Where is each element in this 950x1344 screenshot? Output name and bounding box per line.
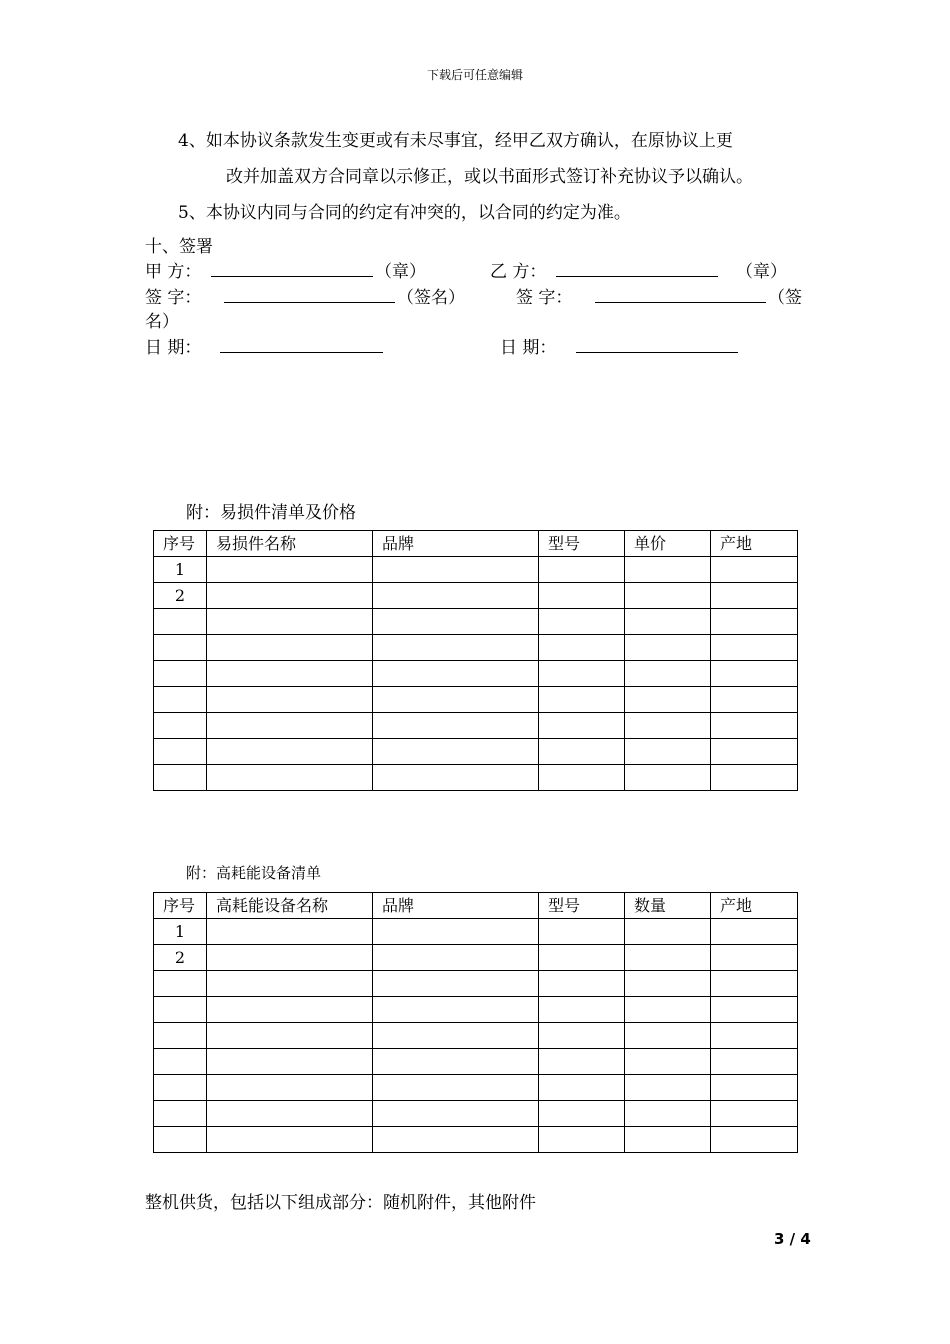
table-cell[interactable] xyxy=(625,713,711,739)
table-cell[interactable] xyxy=(539,661,625,687)
table-row xyxy=(154,583,798,609)
table-cell[interactable] xyxy=(373,713,539,739)
table-row xyxy=(154,1023,798,1049)
table-cell[interactable] xyxy=(373,997,539,1023)
table-cell[interactable] xyxy=(373,945,539,971)
wear-parts-table xyxy=(153,530,798,791)
table-cell[interactable] xyxy=(373,919,539,945)
clause-4-line-1: 4、如本协议条款发生变更或有未尽事宜，经甲乙双方确认，在原协议上更 xyxy=(178,131,733,151)
table-cell[interactable] xyxy=(373,739,539,765)
table-cell[interactable] xyxy=(625,765,711,791)
sign-b-blank[interactable] xyxy=(595,284,766,303)
table-cell[interactable] xyxy=(539,1023,625,1049)
table-cell[interactable] xyxy=(539,557,625,583)
table-cell[interactable] xyxy=(625,609,711,635)
page-header: 下载后可任意编辑 xyxy=(426,68,523,82)
table-cell[interactable] xyxy=(539,713,625,739)
party-a-blank[interactable] xyxy=(211,258,373,277)
high-energy-title: 附：高耗能设备清单 xyxy=(186,864,322,882)
table-cell[interactable] xyxy=(625,919,711,945)
table-cell[interactable] xyxy=(711,609,798,635)
table-cell[interactable] xyxy=(207,1049,373,1075)
date-a-blank[interactable] xyxy=(220,334,383,353)
table-row xyxy=(154,997,798,1023)
high-energy-table xyxy=(153,892,798,1153)
table-cell[interactable] xyxy=(207,945,373,971)
row-index-cell xyxy=(154,1049,207,1075)
table-cell[interactable] xyxy=(373,635,539,661)
table-cell[interactable] xyxy=(539,971,625,997)
table-row xyxy=(154,687,798,713)
table-cell[interactable] xyxy=(539,583,625,609)
table-row xyxy=(154,765,798,791)
sign-b-suffix-wrap: 名） xyxy=(145,312,179,332)
table-cell[interactable] xyxy=(539,765,625,791)
table-cell[interactable] xyxy=(207,661,373,687)
table-cell[interactable] xyxy=(207,997,373,1023)
table-cell[interactable] xyxy=(625,739,711,765)
table-header-row xyxy=(154,531,798,557)
table-cell[interactable] xyxy=(711,1023,798,1049)
table-cell[interactable] xyxy=(625,661,711,687)
table-row xyxy=(154,1075,798,1101)
row-index-cell xyxy=(154,635,207,661)
table-cell[interactable] xyxy=(711,1049,798,1075)
signature-heading: 十、签署 xyxy=(145,237,213,257)
table-row xyxy=(154,739,798,765)
table-cell[interactable] xyxy=(711,945,798,971)
table-cell[interactable] xyxy=(625,557,711,583)
party-b-seal-suffix: （章） xyxy=(736,262,787,282)
table-cell[interactable] xyxy=(539,1049,625,1075)
table-cell[interactable] xyxy=(539,919,625,945)
table-cell[interactable] xyxy=(711,1127,798,1153)
table-row xyxy=(154,919,798,945)
table-cell[interactable] xyxy=(207,919,373,945)
row-index-cell: 1 xyxy=(154,919,207,945)
table-cell[interactable] xyxy=(711,713,798,739)
header-cell-model: 型号 xyxy=(539,531,625,557)
table-cell[interactable] xyxy=(373,1023,539,1049)
date-b-blank[interactable] xyxy=(576,334,738,353)
table-cell[interactable] xyxy=(625,945,711,971)
row-index-cell xyxy=(154,1023,207,1049)
table-cell[interactable] xyxy=(373,687,539,713)
header-cell-quantity: 数量 xyxy=(625,893,711,919)
header-cell-index: 序号 xyxy=(154,531,207,557)
wear-parts-title: 附：易损件清单及价格 xyxy=(186,503,356,523)
table-cell[interactable] xyxy=(625,1049,711,1075)
table-row xyxy=(154,971,798,997)
table-cell[interactable] xyxy=(373,661,539,687)
table-cell[interactable] xyxy=(207,1127,373,1153)
table-cell[interactable] xyxy=(625,997,711,1023)
table-cell[interactable] xyxy=(207,971,373,997)
header-cell-index: 序号 xyxy=(154,893,207,919)
header-cell-price: 单价 xyxy=(625,531,711,557)
table-row xyxy=(154,713,798,739)
table-cell[interactable] xyxy=(539,1127,625,1153)
header-cell-origin: 产地 xyxy=(711,893,798,919)
header-cell-model: 型号 xyxy=(539,893,625,919)
row-index-cell xyxy=(154,661,207,687)
table-cell[interactable] xyxy=(207,1101,373,1127)
row-index-cell xyxy=(154,971,207,997)
table-cell[interactable] xyxy=(373,971,539,997)
table-cell[interactable] xyxy=(207,557,373,583)
table-cell[interactable] xyxy=(373,1049,539,1075)
table-cell[interactable] xyxy=(625,1127,711,1153)
table-cell[interactable] xyxy=(711,971,798,997)
table-cell[interactable] xyxy=(711,739,798,765)
party-a-seal-suffix: （章） xyxy=(375,262,426,282)
table-cell[interactable] xyxy=(207,1023,373,1049)
table-cell[interactable] xyxy=(625,635,711,661)
row-index-cell xyxy=(154,765,207,791)
row-index-cell xyxy=(154,739,207,765)
sign-a-suffix: （签名） xyxy=(397,288,465,308)
row-index-cell xyxy=(154,997,207,1023)
table-cell[interactable] xyxy=(539,1075,625,1101)
supply-note: 整机供货，包括以下组成部分：随机附件，其他附件 xyxy=(145,1193,536,1213)
row-index-cell xyxy=(154,1075,207,1101)
table-cell[interactable] xyxy=(711,997,798,1023)
table-cell[interactable] xyxy=(711,765,798,791)
table-cell[interactable] xyxy=(207,1075,373,1101)
table-cell[interactable] xyxy=(539,739,625,765)
party-b-blank[interactable] xyxy=(556,258,718,277)
table-cell[interactable] xyxy=(711,687,798,713)
row-index-cell xyxy=(154,1101,207,1127)
table-cell[interactable] xyxy=(539,945,625,971)
table-cell[interactable] xyxy=(711,919,798,945)
party-b-label: 乙 方： xyxy=(490,262,547,282)
header-cell-origin: 产地 xyxy=(711,531,798,557)
table-cell[interactable] xyxy=(373,557,539,583)
table-cell[interactable] xyxy=(373,1127,539,1153)
clause-4-line-2: 改并加盖双方合同章以示修正，或以书面形式签订补充协议予以确认。 xyxy=(226,167,753,187)
row-index-cell: 2 xyxy=(154,945,207,971)
table-cell[interactable] xyxy=(207,713,373,739)
header-cell-brand: 品牌 xyxy=(373,893,539,919)
table-cell[interactable] xyxy=(539,609,625,635)
table-row xyxy=(154,557,798,583)
table-row xyxy=(154,635,798,661)
table-cell[interactable] xyxy=(625,1101,711,1127)
table-row xyxy=(154,1101,798,1127)
table-cell[interactable] xyxy=(625,1023,711,1049)
table-cell[interactable] xyxy=(373,1101,539,1127)
table-cell[interactable] xyxy=(711,661,798,687)
table-cell[interactable] xyxy=(711,1075,798,1101)
table-cell[interactable] xyxy=(207,765,373,791)
header-cell-name: 高耗能设备名称 xyxy=(207,893,373,919)
table-cell[interactable] xyxy=(711,557,798,583)
row-index-cell xyxy=(154,1127,207,1153)
sign-b-label: 签 字： xyxy=(516,288,573,308)
header-cell-brand: 品牌 xyxy=(373,531,539,557)
table-cell[interactable] xyxy=(373,765,539,791)
table-header-row xyxy=(154,893,798,919)
table-cell[interactable] xyxy=(539,997,625,1023)
party-a-label: 甲 方： xyxy=(145,262,202,282)
table-cell[interactable] xyxy=(711,583,798,609)
date-a-label: 日 期： xyxy=(145,338,202,358)
table-cell[interactable] xyxy=(373,1075,539,1101)
table-cell[interactable] xyxy=(539,687,625,713)
sign-a-label: 签 字： xyxy=(145,288,202,308)
table-cell[interactable] xyxy=(625,971,711,997)
table-row xyxy=(154,945,798,971)
table-cell[interactable] xyxy=(539,635,625,661)
page-number: 3 / 4 xyxy=(774,1230,811,1248)
table-cell[interactable] xyxy=(207,687,373,713)
row-index-cell xyxy=(154,687,207,713)
table-cell[interactable] xyxy=(711,635,798,661)
table-row xyxy=(154,1127,798,1153)
table-row xyxy=(154,609,798,635)
sign-b-suffix: （签 xyxy=(768,288,802,308)
table-cell[interactable] xyxy=(539,1101,625,1127)
table-cell[interactable] xyxy=(625,1075,711,1101)
clause-5: 5、本协议内同与合同的约定有冲突的，以合同的约定为准。 xyxy=(178,203,631,223)
date-b-label: 日 期： xyxy=(500,338,557,358)
row-index-cell xyxy=(154,713,207,739)
table-cell[interactable] xyxy=(373,609,539,635)
table-cell[interactable] xyxy=(625,583,711,609)
table-cell[interactable] xyxy=(625,687,711,713)
table-cell[interactable] xyxy=(207,583,373,609)
table-cell[interactable] xyxy=(711,1101,798,1127)
row-index-cell xyxy=(154,609,207,635)
table-row xyxy=(154,661,798,687)
table-cell[interactable] xyxy=(207,739,373,765)
table-row xyxy=(154,1049,798,1075)
table-cell[interactable] xyxy=(373,583,539,609)
row-index-cell: 2 xyxy=(154,583,207,609)
table-cell[interactable] xyxy=(207,609,373,635)
row-index-cell: 1 xyxy=(154,557,207,583)
table-cell[interactable] xyxy=(207,635,373,661)
header-cell-name: 易损件名称 xyxy=(207,531,373,557)
sign-a-blank[interactable] xyxy=(224,284,395,303)
